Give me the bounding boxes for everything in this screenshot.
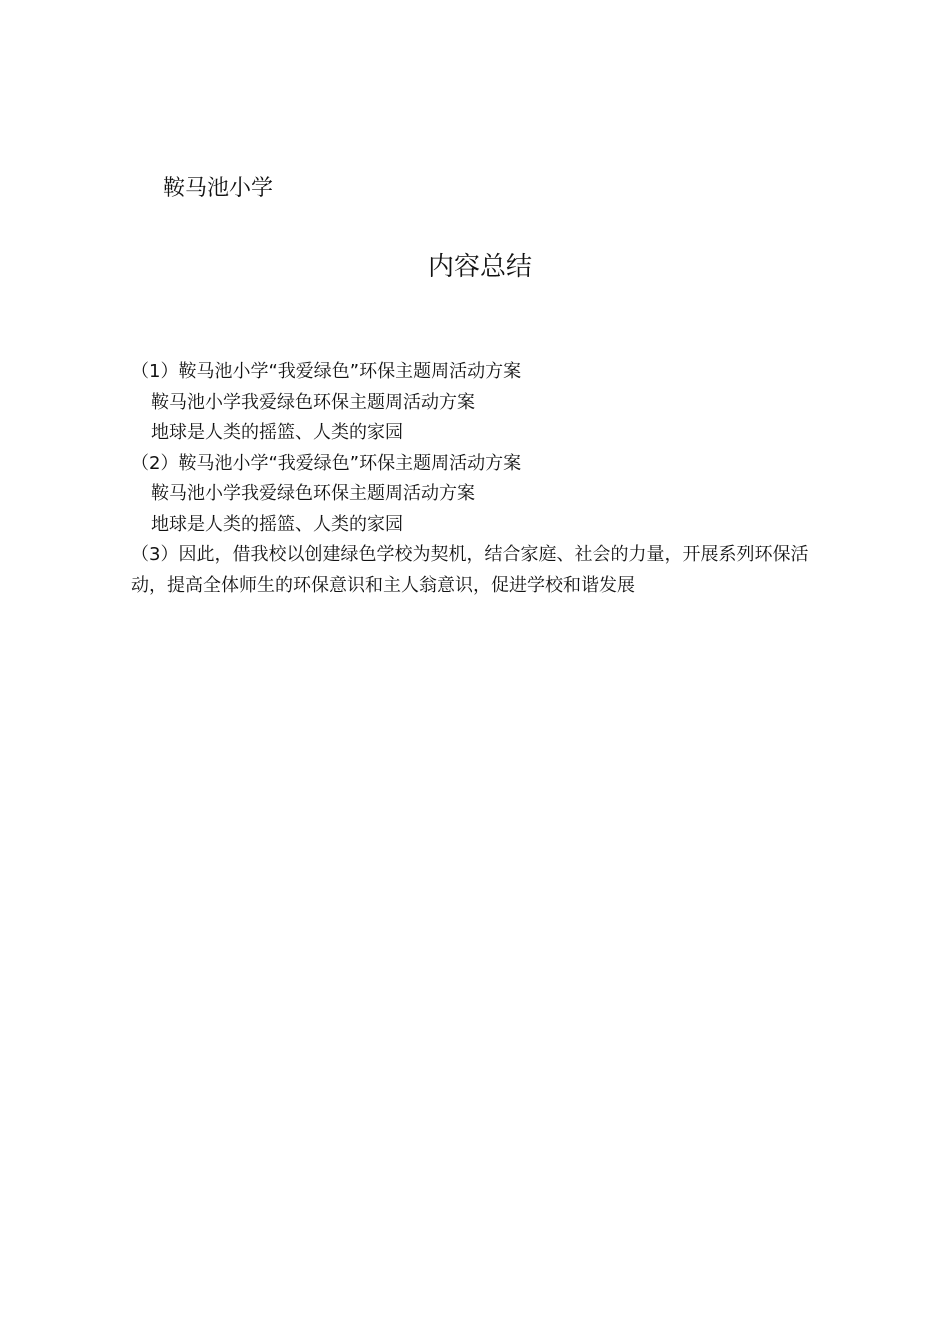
summary-item-1-subtitle: 鞍马池小学我爱绿色环保主题周活动方案 [151,391,475,413]
summary-item-1-text: 地球是人类的摇篮、人类的家园 [151,422,403,443]
summary-item-3: （3）因此，借我校以创建绿色学校为契机，结合家庭、社会的力量，开展系列环保活动，提高全体师生的环保意识和主人翁意识，促进学校和谐发展 [131,544,809,596]
summary-item-2: （2）鞍马池小学“我爱绿色”环保主题周活动方案 [131,452,522,474]
summary-content [131,357,831,601]
summary-item-2-subtitle: 鞍马池小学我爱绿色环保主题周活动方案 [151,483,475,504]
school-name: 鞍马池小学 [163,176,274,201]
summary-item-2-text: 地球是人类的摇篮、人类的家园 [151,513,403,535]
summary-title: 内容总结 [427,252,532,282]
summary-item-1: （1）鞍马池小学“我爱绿色”环保主题周活动方案 [131,361,522,382]
